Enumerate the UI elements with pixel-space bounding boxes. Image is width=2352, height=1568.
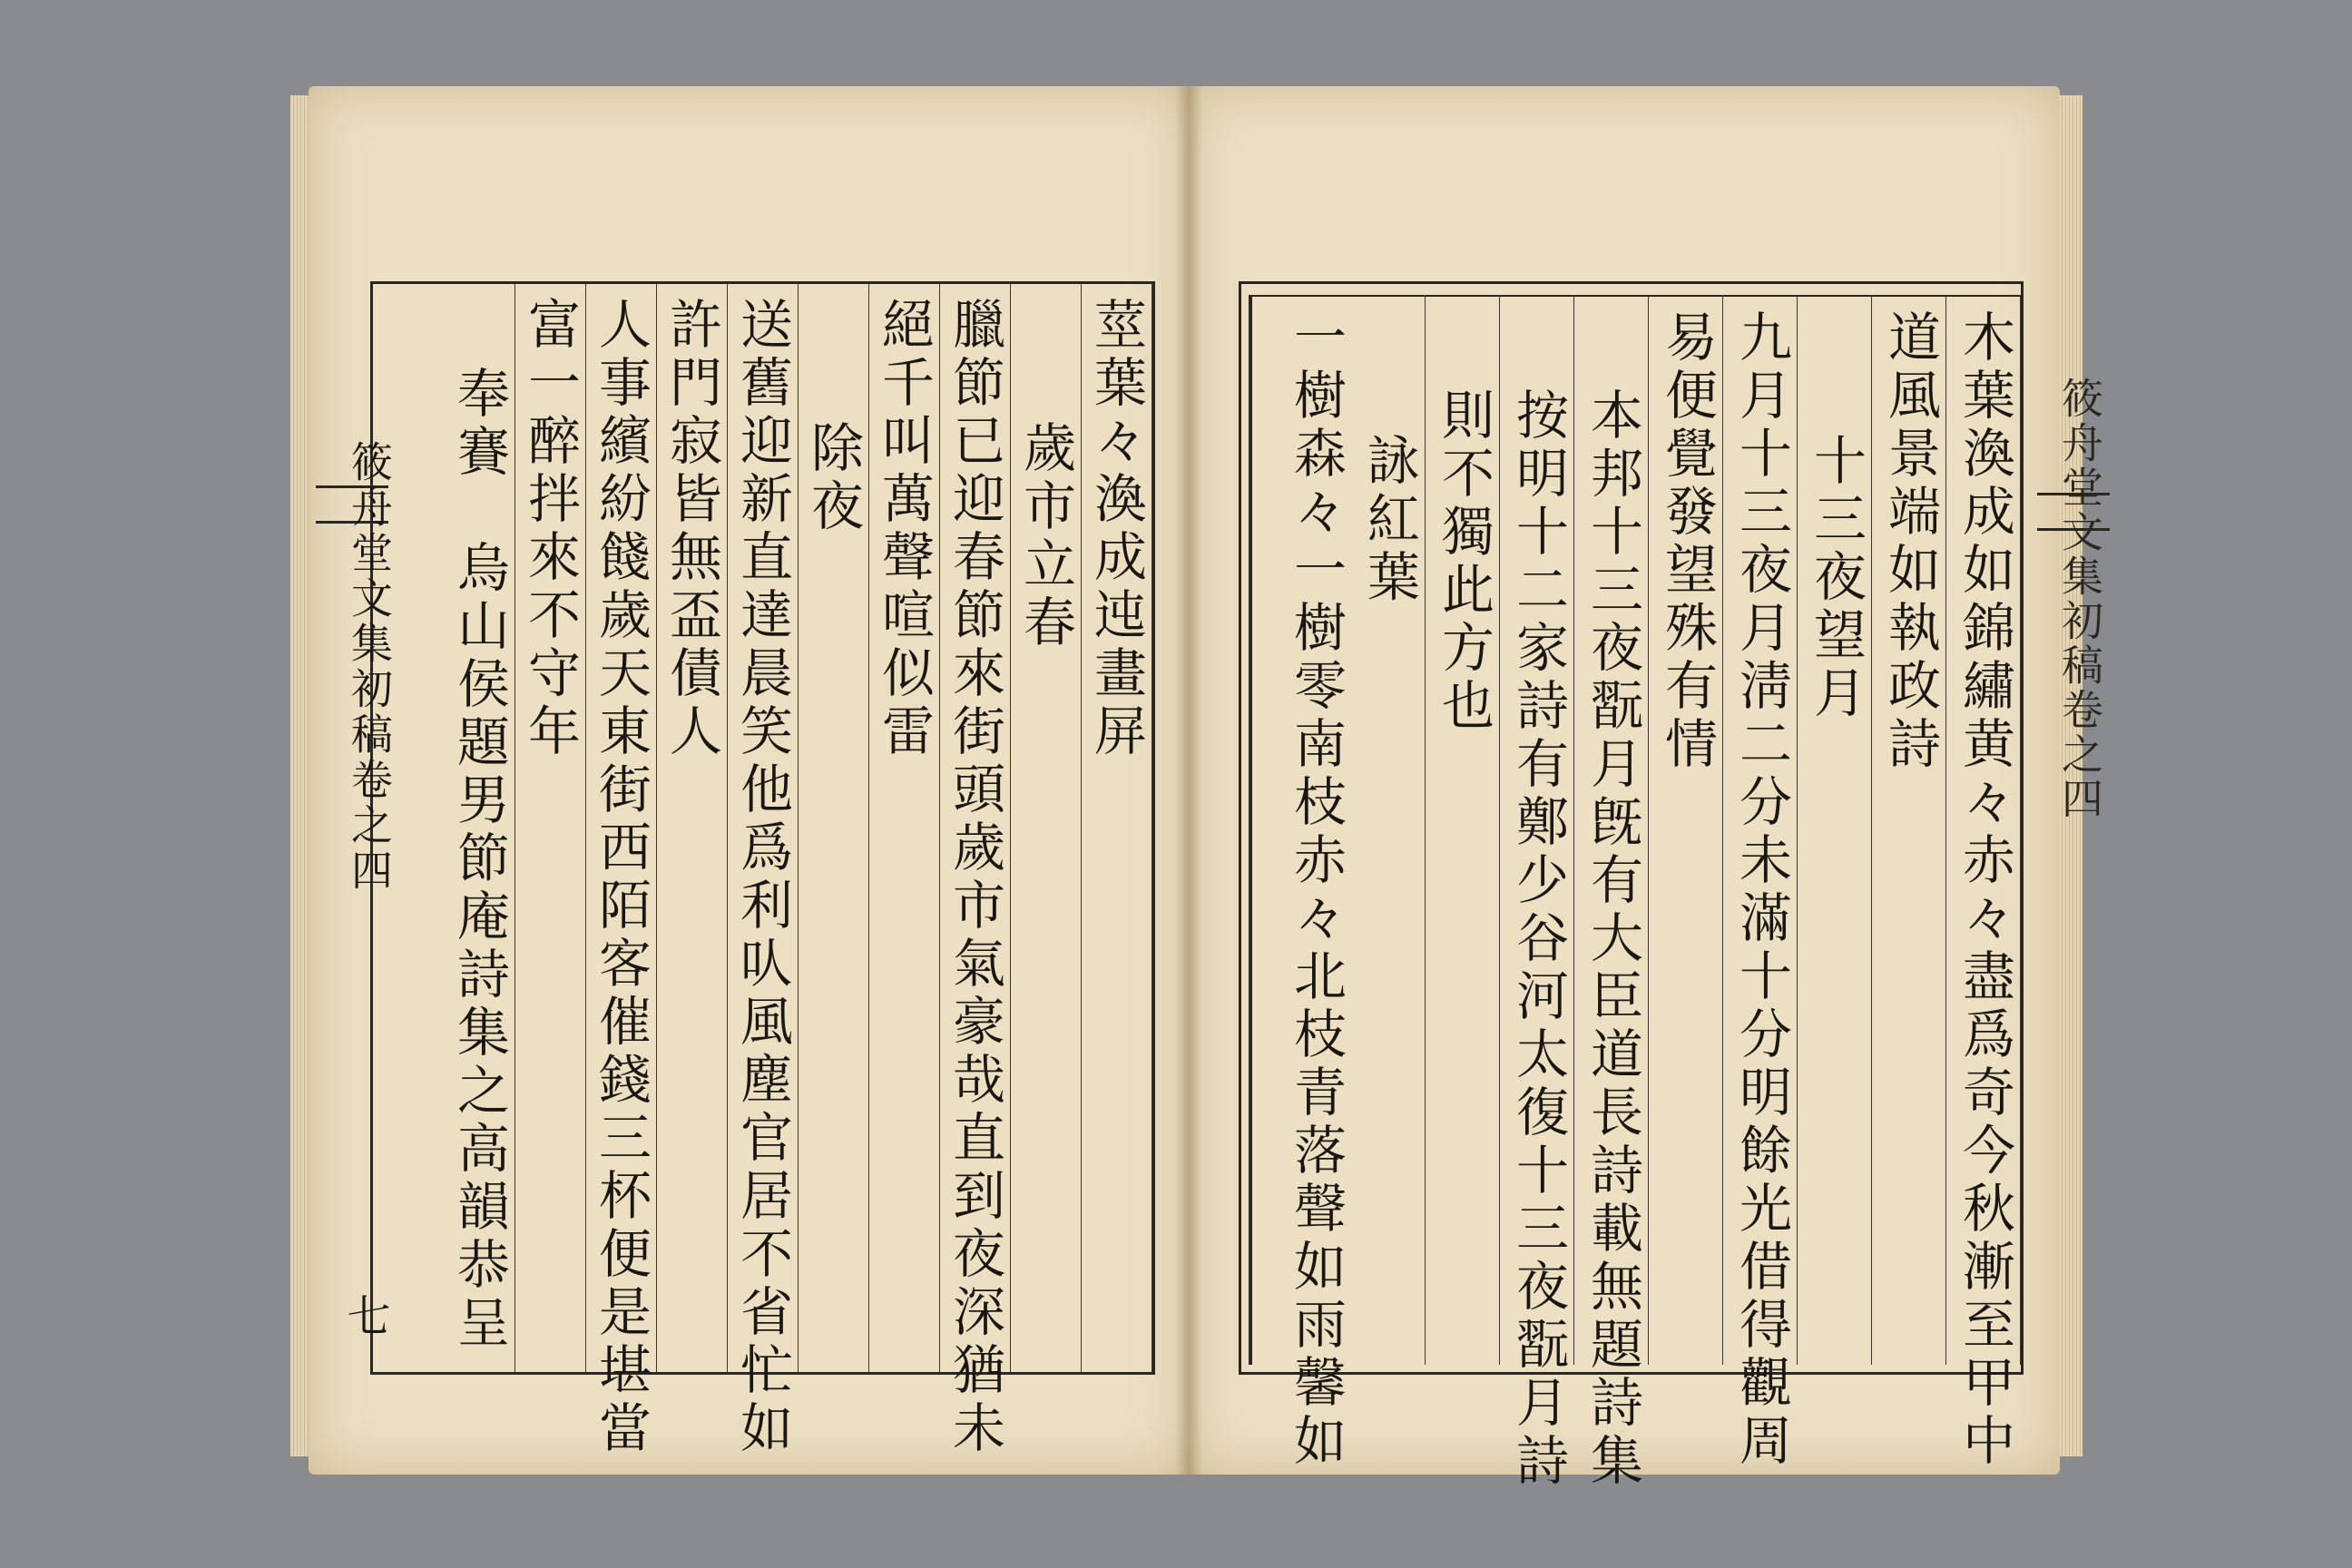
right-col-4 (1727, 297, 1798, 1471)
right-col-2 (1876, 297, 1946, 1365)
right-col-5 (1652, 297, 1723, 1365)
right-col-1 (1950, 297, 2021, 1471)
right-col-10 (1280, 297, 1351, 1471)
right-col-3 (1801, 297, 1872, 1365)
left-col-4 (869, 284, 940, 1372)
poem-title: 除夜 (802, 420, 864, 536)
column-text: 絕千叫萬聲喧似雷 (873, 297, 935, 761)
column-text: 道風景端如執政詩 (1879, 309, 1941, 774)
column-text: 富一醉拌來不守年 (519, 297, 581, 761)
left-col-8 (586, 284, 657, 1458)
column-text: 九月十三夜月淸二分未滿十分明餘光借得觀周 (1730, 309, 1792, 1471)
column-text: 木葉渙成如錦繡黄々赤々盡爲奇今秋漸至甲中 (1954, 309, 2015, 1471)
poem-title: 奉賽 烏山侯題男節庵詩集之高韻恭呈 (448, 366, 510, 1353)
poem-title: 詠紅葉 (1358, 433, 1420, 607)
right-inner-frame (1249, 295, 2021, 1491)
left-col-10 (445, 284, 515, 1372)
left-col-3 (940, 284, 1011, 1458)
left-col-1 (1082, 284, 1152, 1372)
column-text: 送舊迎新直達晨笑他爲利㕥風塵官居不省忙如 (731, 297, 793, 1458)
left-col-9 (515, 284, 586, 1372)
column-text: 按明十二家詩有鄭少谷河太復十三夜翫月詩 (1507, 387, 1569, 1491)
right-text-frame (1239, 281, 2024, 1491)
column-text: 莖葉々渙成迍畫屏 (1085, 297, 1147, 761)
column-text: 本邦十三夜翫月旣有大臣道長詩載無題詩集 (1582, 387, 1643, 1491)
margin-title: 筱舟堂文集初稿卷之四 (345, 440, 394, 894)
column-text: 則不獨此方也 (1433, 387, 1494, 736)
column-text: 臘節已迎春節來街頭歲市氣豪哉直到夜深猶未 (944, 297, 1005, 1458)
right-col-9 (1355, 297, 1426, 1365)
leaf-number: 七 (339, 1293, 390, 1337)
column-text: 人事繽紛餞歲天東街西陌客催錢三杯便是堪當 (590, 297, 652, 1458)
book-gutter (1175, 86, 1202, 1475)
open-book (290, 86, 2105, 1491)
column-text: 一樹森々一樹零南枝赤々北枝青落聲如雨馨如 (1285, 309, 1347, 1471)
left-col-7 (657, 284, 728, 1372)
poem-title: 十三夜望月 (1805, 433, 1867, 723)
left-text-frame (370, 281, 1155, 1458)
right-col-7 (1504, 297, 1574, 1491)
column-text: 許門寂皆無盃債人 (661, 297, 722, 761)
right-col-8 (1429, 297, 1500, 1365)
left-col-2 (1011, 284, 1082, 1372)
column-text: 易便覺發望殊有情 (1656, 309, 1718, 774)
right-col-6 (1578, 297, 1649, 1491)
poem-title: 歲市立春 (1014, 420, 1076, 652)
left-col-5 (799, 284, 869, 1372)
right-margin-heading: 筱舟堂文集初稿卷之四 (2055, 377, 2104, 821)
left-col-6 (728, 284, 799, 1458)
